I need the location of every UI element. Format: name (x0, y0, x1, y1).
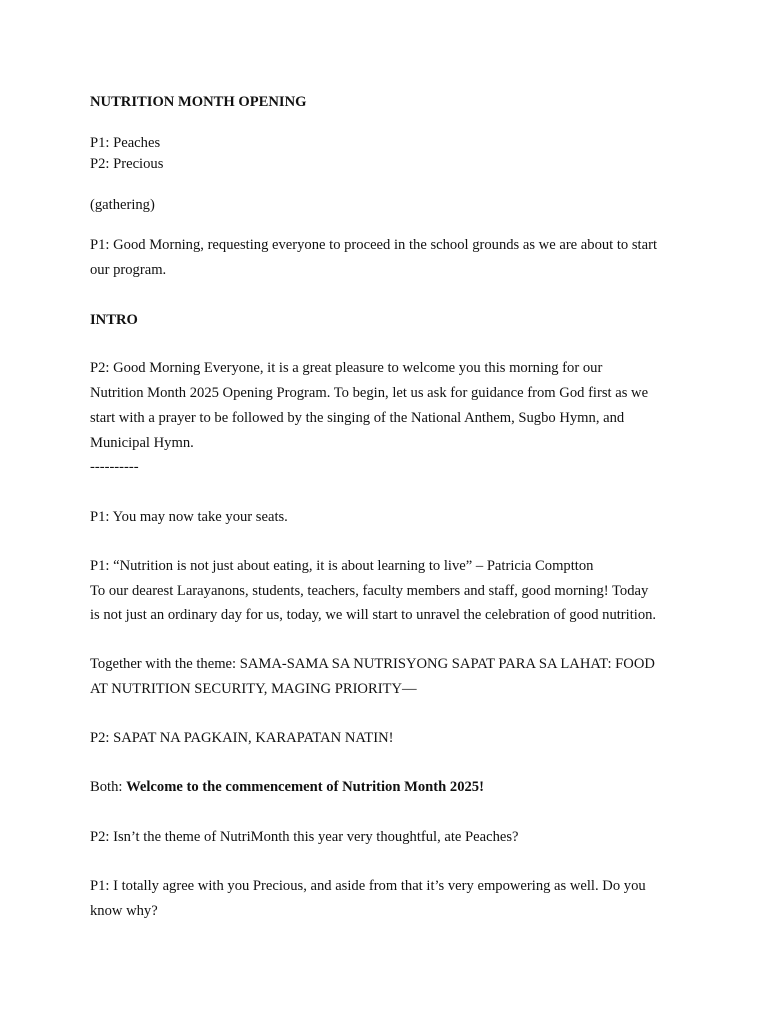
stage-direction-gathering: (gathering) (90, 197, 155, 213)
p2-theme-question: P2: Isn’t the theme of NutriMonth this year very thoughtful, ate Peaches? (90, 829, 519, 845)
p2-welcome-line-4: Municipal Hymn. (90, 435, 194, 451)
both-welcome-line (90, 778, 484, 796)
host-p1-name: P1: Peaches (90, 135, 161, 151)
theme-line-2: AT NUTRITION SECURITY, MAGING PRIORITY— (90, 681, 417, 697)
p2-welcome-line-2: Nutrition Month 2025 Opening Program. To begin, let us ask for guidance from God first as we (90, 385, 649, 401)
p2-sapat-line: P2: SAPAT NA PAGKAIN, KARAPATAN NATIN! (90, 730, 394, 746)
p2-welcome-line-3: start with a prayer to be followed by the singing of the National Anthem, Sugbo Hymn, and (90, 410, 625, 426)
p2-welcome-line-1: P2: Good Morning Everyone, it is a great pleasure to welcome you this morning for our (90, 360, 603, 376)
p1-agree-line-1: P1: I totally agree with you Precious, and aside from that it’s very empowering as well. Do you (90, 878, 646, 894)
section-heading-intro: INTRO (90, 312, 138, 328)
theme-line-1: Together with the theme: SAMA-SAMA SA NUTRISYONG SAPAT PARA SA LAHAT: FOOD (90, 656, 655, 672)
both-welcome-bold: Welcome to the commencement of Nutrition Month 2025! (126, 779, 484, 795)
p1-intro-call-line-2: our program. (90, 262, 167, 278)
p1-take-seats: P1: You may now take your seats. (90, 509, 288, 525)
p1-quote-line-3: is not just an ordinary day for us, today, we will start to unravel the celebration of good nutrition. (90, 607, 657, 623)
p1-agree-line-2: know why? (90, 903, 158, 919)
p1-quote-line-2: To our dearest Larayanons, students, teachers, faculty members and staff, good morning! Today (90, 583, 649, 599)
host-p2-name: P2: Precious (90, 156, 164, 172)
p1-quote-line-1: P1: “Nutrition is not just about eating, it is about learning to live” – Patricia Comptton (90, 558, 594, 574)
document-title: NUTRITION MONTH OPENING (90, 94, 307, 110)
p1-intro-call-line-1: P1: Good Morning, requesting everyone to proceed in the school grounds as we are about to start (90, 237, 657, 253)
both-prefix: Both: (90, 779, 127, 795)
separator-dashes: ---------- (90, 459, 139, 475)
